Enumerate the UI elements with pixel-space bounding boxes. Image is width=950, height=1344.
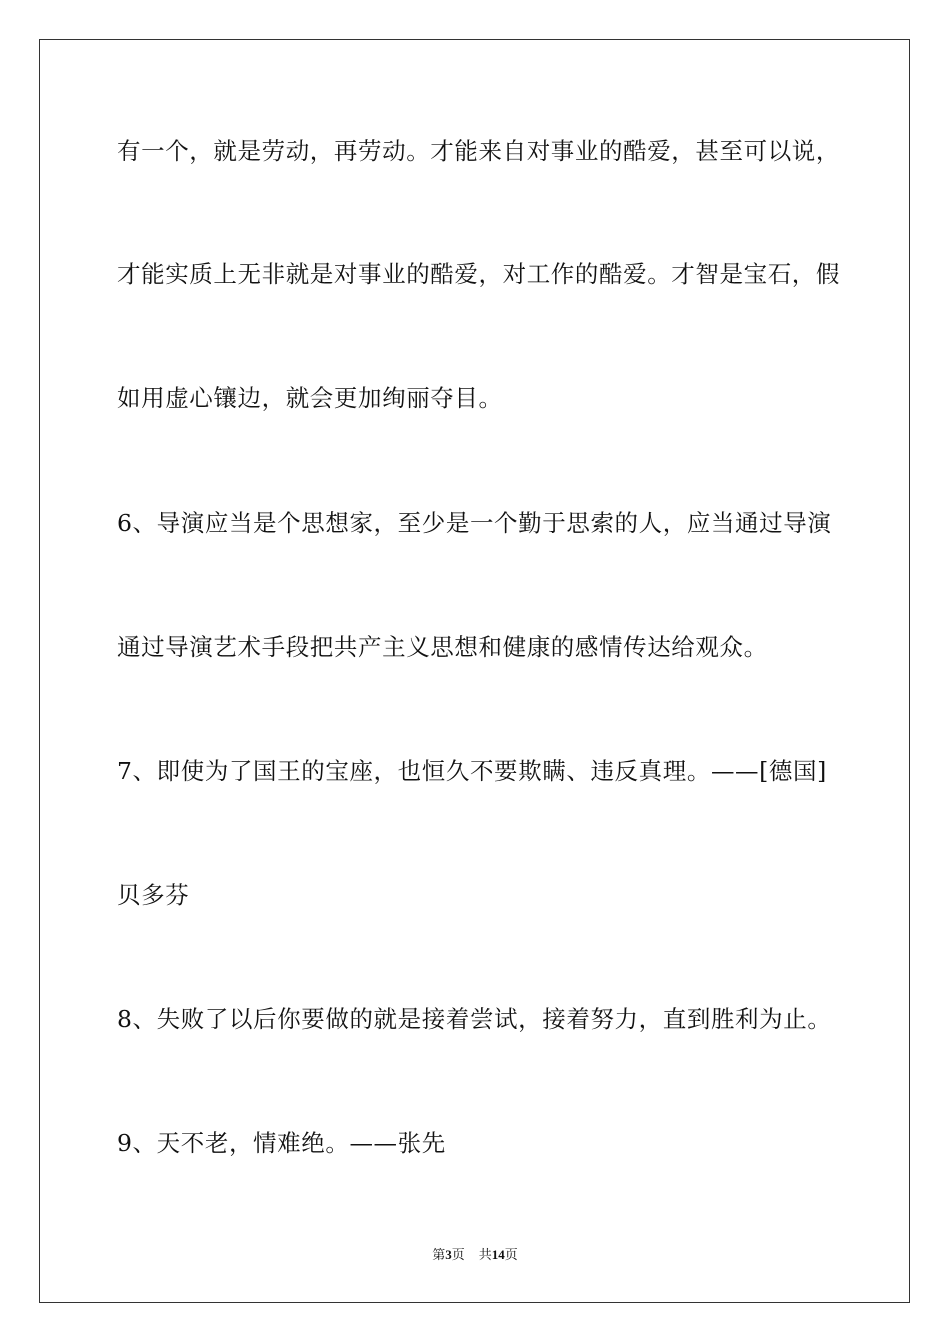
text-line-3: 如用虚心镶边，就会更加绚丽夺目。	[117, 384, 503, 412]
text-line-7: 贝多芬	[117, 881, 190, 909]
text-line-2: 才能实质上无非就是对事业的酷爱，对工作的酷爱。才智是宝石，假	[117, 260, 840, 288]
text-line-5: 通过导演艺术手段把共产主义思想和健康的感情传达给观众。	[117, 633, 768, 661]
page-footer	[0, 1246, 950, 1264]
text-line-8: 8、失败了以后你要做的就是接着尝试，接着努力，直到胜利为止。	[117, 1005, 832, 1033]
total-suffix: 页	[504, 1247, 518, 1262]
current-page-number: 3	[445, 1247, 452, 1262]
text-line-1: 有一个，就是劳动，再劳动。才能来自对事业的酷爱，甚至可以说，	[117, 137, 840, 165]
page-prefix: 第	[432, 1247, 446, 1262]
page-border	[39, 39, 910, 1303]
text-line-9: 9、天不老，情难绝。——张先	[117, 1129, 446, 1157]
text-line-6: 7、即使为了国王的宝座，也恒久不要欺瞒、违反真理。——[德国]	[117, 757, 827, 785]
page-suffix: 页	[451, 1247, 465, 1262]
text-line-4: 6、导演应当是个思想家，至少是一个勤于思索的人，应当通过导演	[117, 509, 832, 537]
total-page-count: 14	[491, 1247, 505, 1262]
total-prefix: 共	[478, 1247, 492, 1262]
